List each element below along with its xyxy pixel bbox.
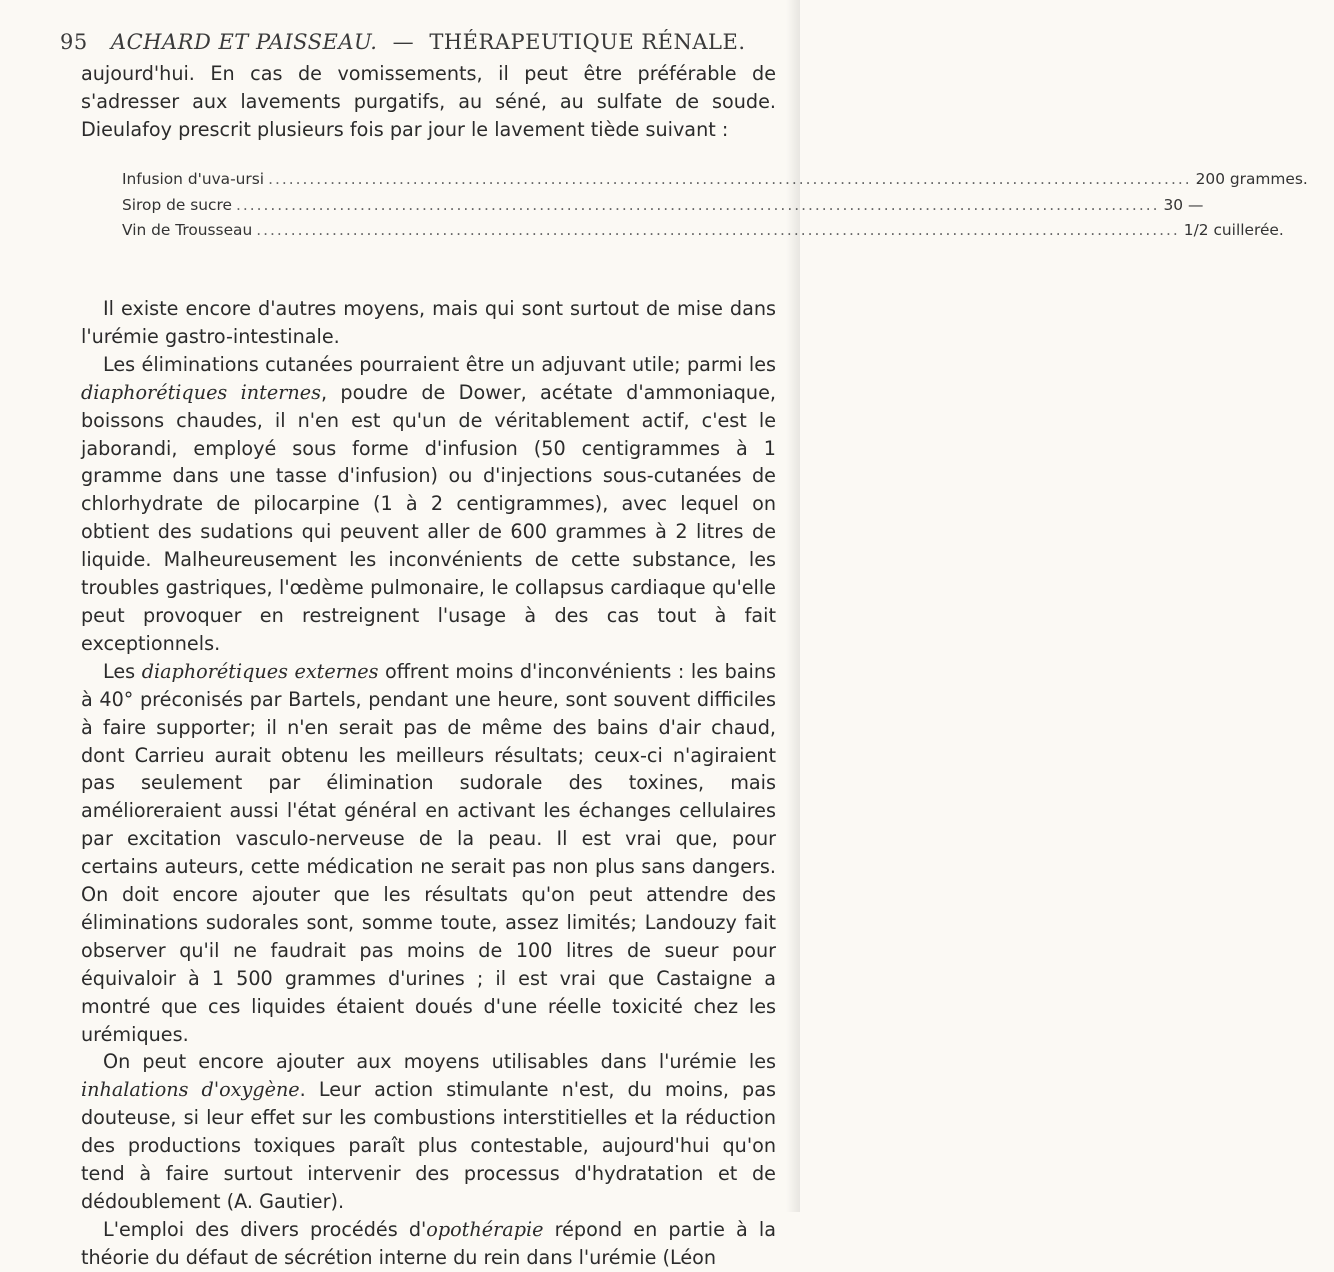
paragraph-oxygen <box>81 1048 776 1215</box>
page-edge-shadow <box>786 0 800 1212</box>
page-number: 95 <box>60 30 88 54</box>
paragraph-text: . Leur action stimulante n'est, du moins, pas douteuse, si leur effet sur les combustions interstitielles et la réduction des productions toxiques paraît plus contestable, aujourd'hui qu'on tend à faire surtout intervenir des processus d'hydratation et de dédoublement (A. Gautier). <box>81 1078 776 1213</box>
running-head-authors: ACHARD ET PAISSEAU. <box>110 30 378 54</box>
recipe-row <box>122 218 1284 244</box>
paragraph-text: , poudre de Dower, acétate d'ammoniaque, boissons chaudes, il n'en est qu'un de véritablement actif, c'est le jaborandi, employé sous forme d'infusion (50 centigrammes à 1 gramme dans une tasse d'infusion) ou d'injections sous-cutanées de chlorhydrate de pilocarpine (1 à 2 centigrammes), avec lequel on obtient des sudations qui peuvent aller de 600 grammes à 2 litres de liquide. Malheureusement les inconvénients de cette substance, les troubles gastriques, l'œdème pulmonaire, le collapsus cardiaque qu'elle peut provoquer en restreignent l'usage à des cas tout à fait exceptionnels. <box>81 380 776 655</box>
emphasis-inhalations: inhalations d'oxygène <box>81 1078 300 1102</box>
paragraph-text: On peut encore ajouter aux moyens utilisables dans l'urémie les <box>103 1050 776 1074</box>
enema-recipe <box>122 167 1308 244</box>
recipe-quantity: 30 — <box>1163 195 1204 214</box>
recipe-ingredient: Infusion d'uva-ursi <box>122 170 265 188</box>
paragraph-text: L'emploi des divers procédés d' <box>103 1217 427 1241</box>
recipe-quantity: 1/2 cuillerée. <box>1183 221 1284 239</box>
emphasis-opotherapie: opothérapie <box>426 1217 544 1241</box>
paragraph-text: Les éliminations cutanées pourraient être un adjuvant utile; parmi les <box>103 352 776 376</box>
paragraph-text: offrent moins d'inconvénients : les bains à 40° préconisés par Bartels, pendant une heure, sont souvent difficiles à faire supporter; il n'en serait pas de même des bains d'air chaud, dont Carrieu aurait obtenu les meilleurs résultats; ceux-ci n'agiraient pas seulement par élimination sudorale des toxines, mais amélioreraient aussi l'état général en activant les échanges cellulaires par excitation vasculo-nerveuse de la peau. Il est vrai que, pour certains auteurs, cette médication ne serait pas non plus sans dangers. On doit encore ajouter que les résultats qu'on peut attendre des éliminations sudorales sont, somme toute, assez limités; Landouzy fait observer qu'il ne faudrait pas moins de 100 litres de sueur pour équivaloir à 1 500 grammes d'urines ; il est vrai que Castaigne a montré que ces liquides étaient doués d'une réelle toxicité chez les urémiques. <box>81 659 776 1046</box>
paragraph-cutaneous <box>81 351 776 658</box>
recipe-quantity: 200 grammes. <box>1195 170 1308 188</box>
intro-block <box>81 60 776 144</box>
paragraph-gastro: Il existe encore d'autres moyens, mais qui sont surtout de mise dans l'urémie gastro-intestinale. <box>81 297 776 348</box>
running-head-dash: — <box>392 30 415 54</box>
paragraph-opotherapy <box>81 1216 776 1272</box>
recipe-ingredient: Sirop de sucre <box>122 195 232 214</box>
recipe-row <box>122 167 1308 193</box>
intro-paragraph: aujourd'hui. En cas de vomissements, il peut être préférable de s'adresser aux lavements purgatifs, au séné, au sulfate de soude. Dieulafoy prescrit plusieurs fois par jour le lavement tiède suivant : <box>81 62 776 141</box>
paragraph-text: répond en partie à la théorie du défaut de sécrétion interne du rein dans l'urémie (Léon <box>81 1217 776 1269</box>
running-head-title: THÉRAPEUTIQUE RÉNALE. <box>429 30 746 54</box>
dot-leader <box>268 167 1192 193</box>
dot-leader <box>256 218 1180 244</box>
dot-leader <box>236 193 1160 219</box>
running-head <box>60 30 746 54</box>
body-text <box>81 295 776 1272</box>
paragraph-external <box>81 658 776 1049</box>
recipe-ingredient: Vin de Trousseau <box>122 221 253 239</box>
emphasis-diaphoretiques-internes: diaphorétiques internes <box>81 380 321 404</box>
emphasis-diaphoretiques-externes: diaphorétiques externes <box>141 659 379 683</box>
recipe-row <box>122 193 1204 219</box>
paragraph-text: Les <box>103 659 142 683</box>
